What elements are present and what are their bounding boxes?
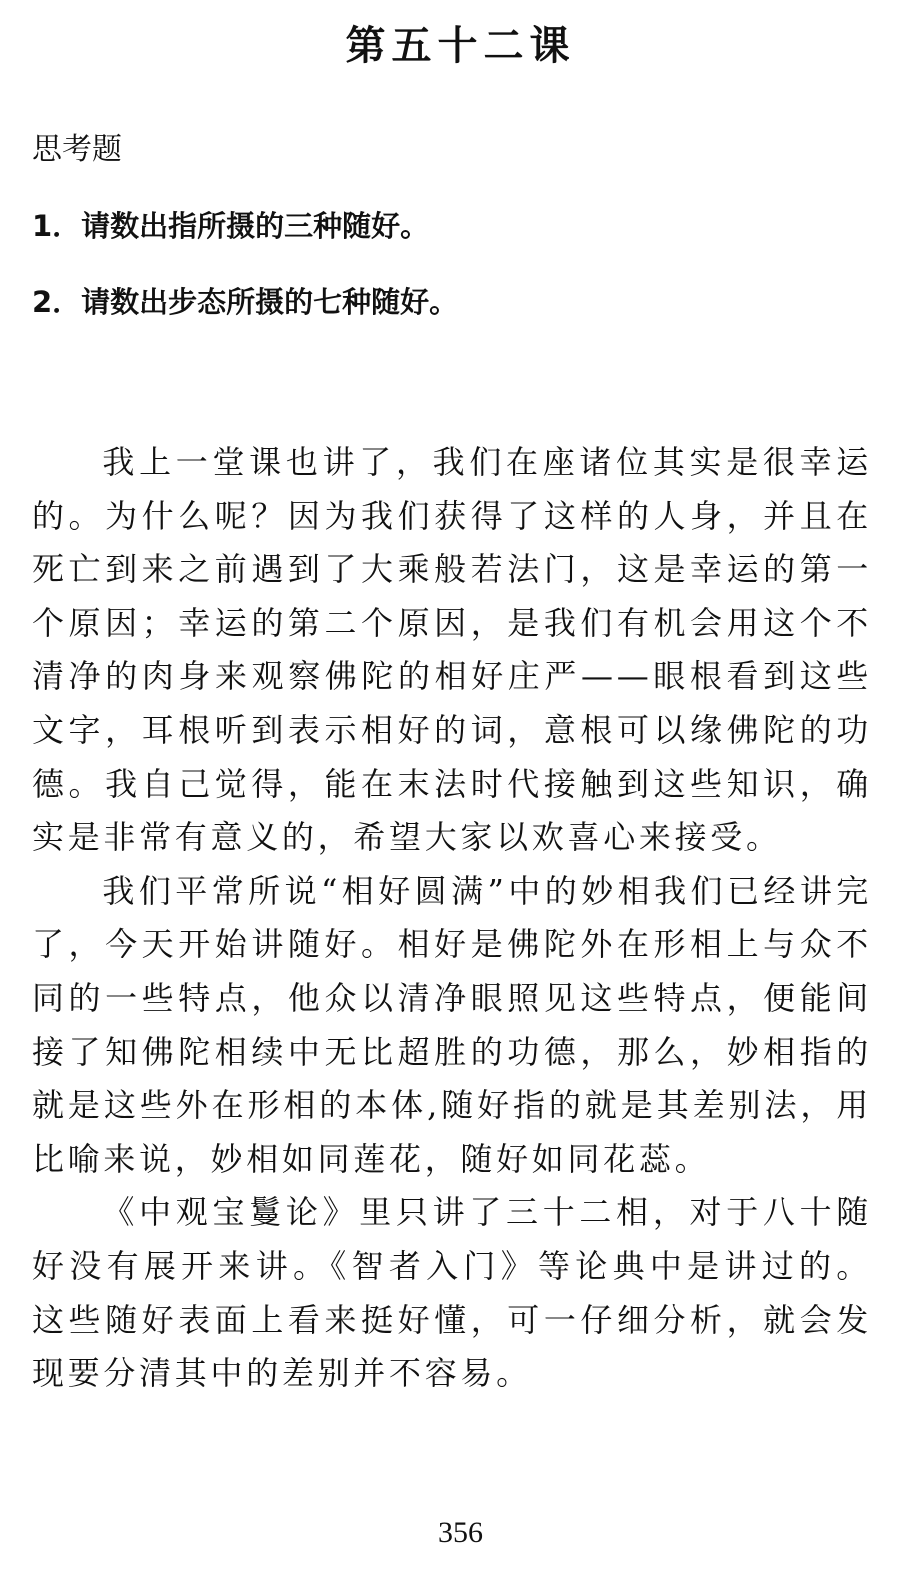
body-paragraph-3: 《中观宝鬘论》里只讲了三十二相，对于八十随好没有展开来讲。《智者入门》等论典中是讲过的。这些随好表面上看来挺好懂，可一仔细分析，就会发现要分清其中的差别并不容易。 <box>32 1193 872 1393</box>
page-number: 356 <box>438 1516 483 1549</box>
questions-heading: 思考题 <box>32 132 122 167</box>
question-item-1: 1．请数出指所摄的三种随好。 <box>32 209 430 243</box>
body-paragraph-1: 我上一堂课也讲了，我们在座诸位其实是很幸运的。为什么呢？因为我们获得了这样的人身，并且在死亡到来之前遇到了大乘般若法门，这是幸运的第一个原因；幸运的第二个原因，是我们有机会用这个不清净的肉身来观察佛陀的相好庄严——眼根看到这些文字，耳根听到表示相好的词，意根可以缘佛陀的功德。我自己觉得，能在末法时代接触到这些知识，确实是非常有意义的，希望大家以欢喜心来接受。 <box>32 443 872 857</box>
lesson-title: 第五十二课 <box>345 22 576 69</box>
body-paragraph-2: 我们平常所说“相好圆满”中的妙相我们已经讲完了，今天开始讲随好。相好是佛陀外在形相上与众不同的一些特点，他众以清净眼照见这些特点，便能间接了知佛陀相续中无比超胜的功德，那么，妙相指的就是这些外在形相的本体,随好指的就是其差别法，用比喻来说，妙相如同莲花，随好如同花蕊。 <box>32 871 872 1178</box>
lecture-body <box>32 436 872 1401</box>
question-item-2: 2．请数出步态所摄的七种随好。 <box>32 285 459 319</box>
